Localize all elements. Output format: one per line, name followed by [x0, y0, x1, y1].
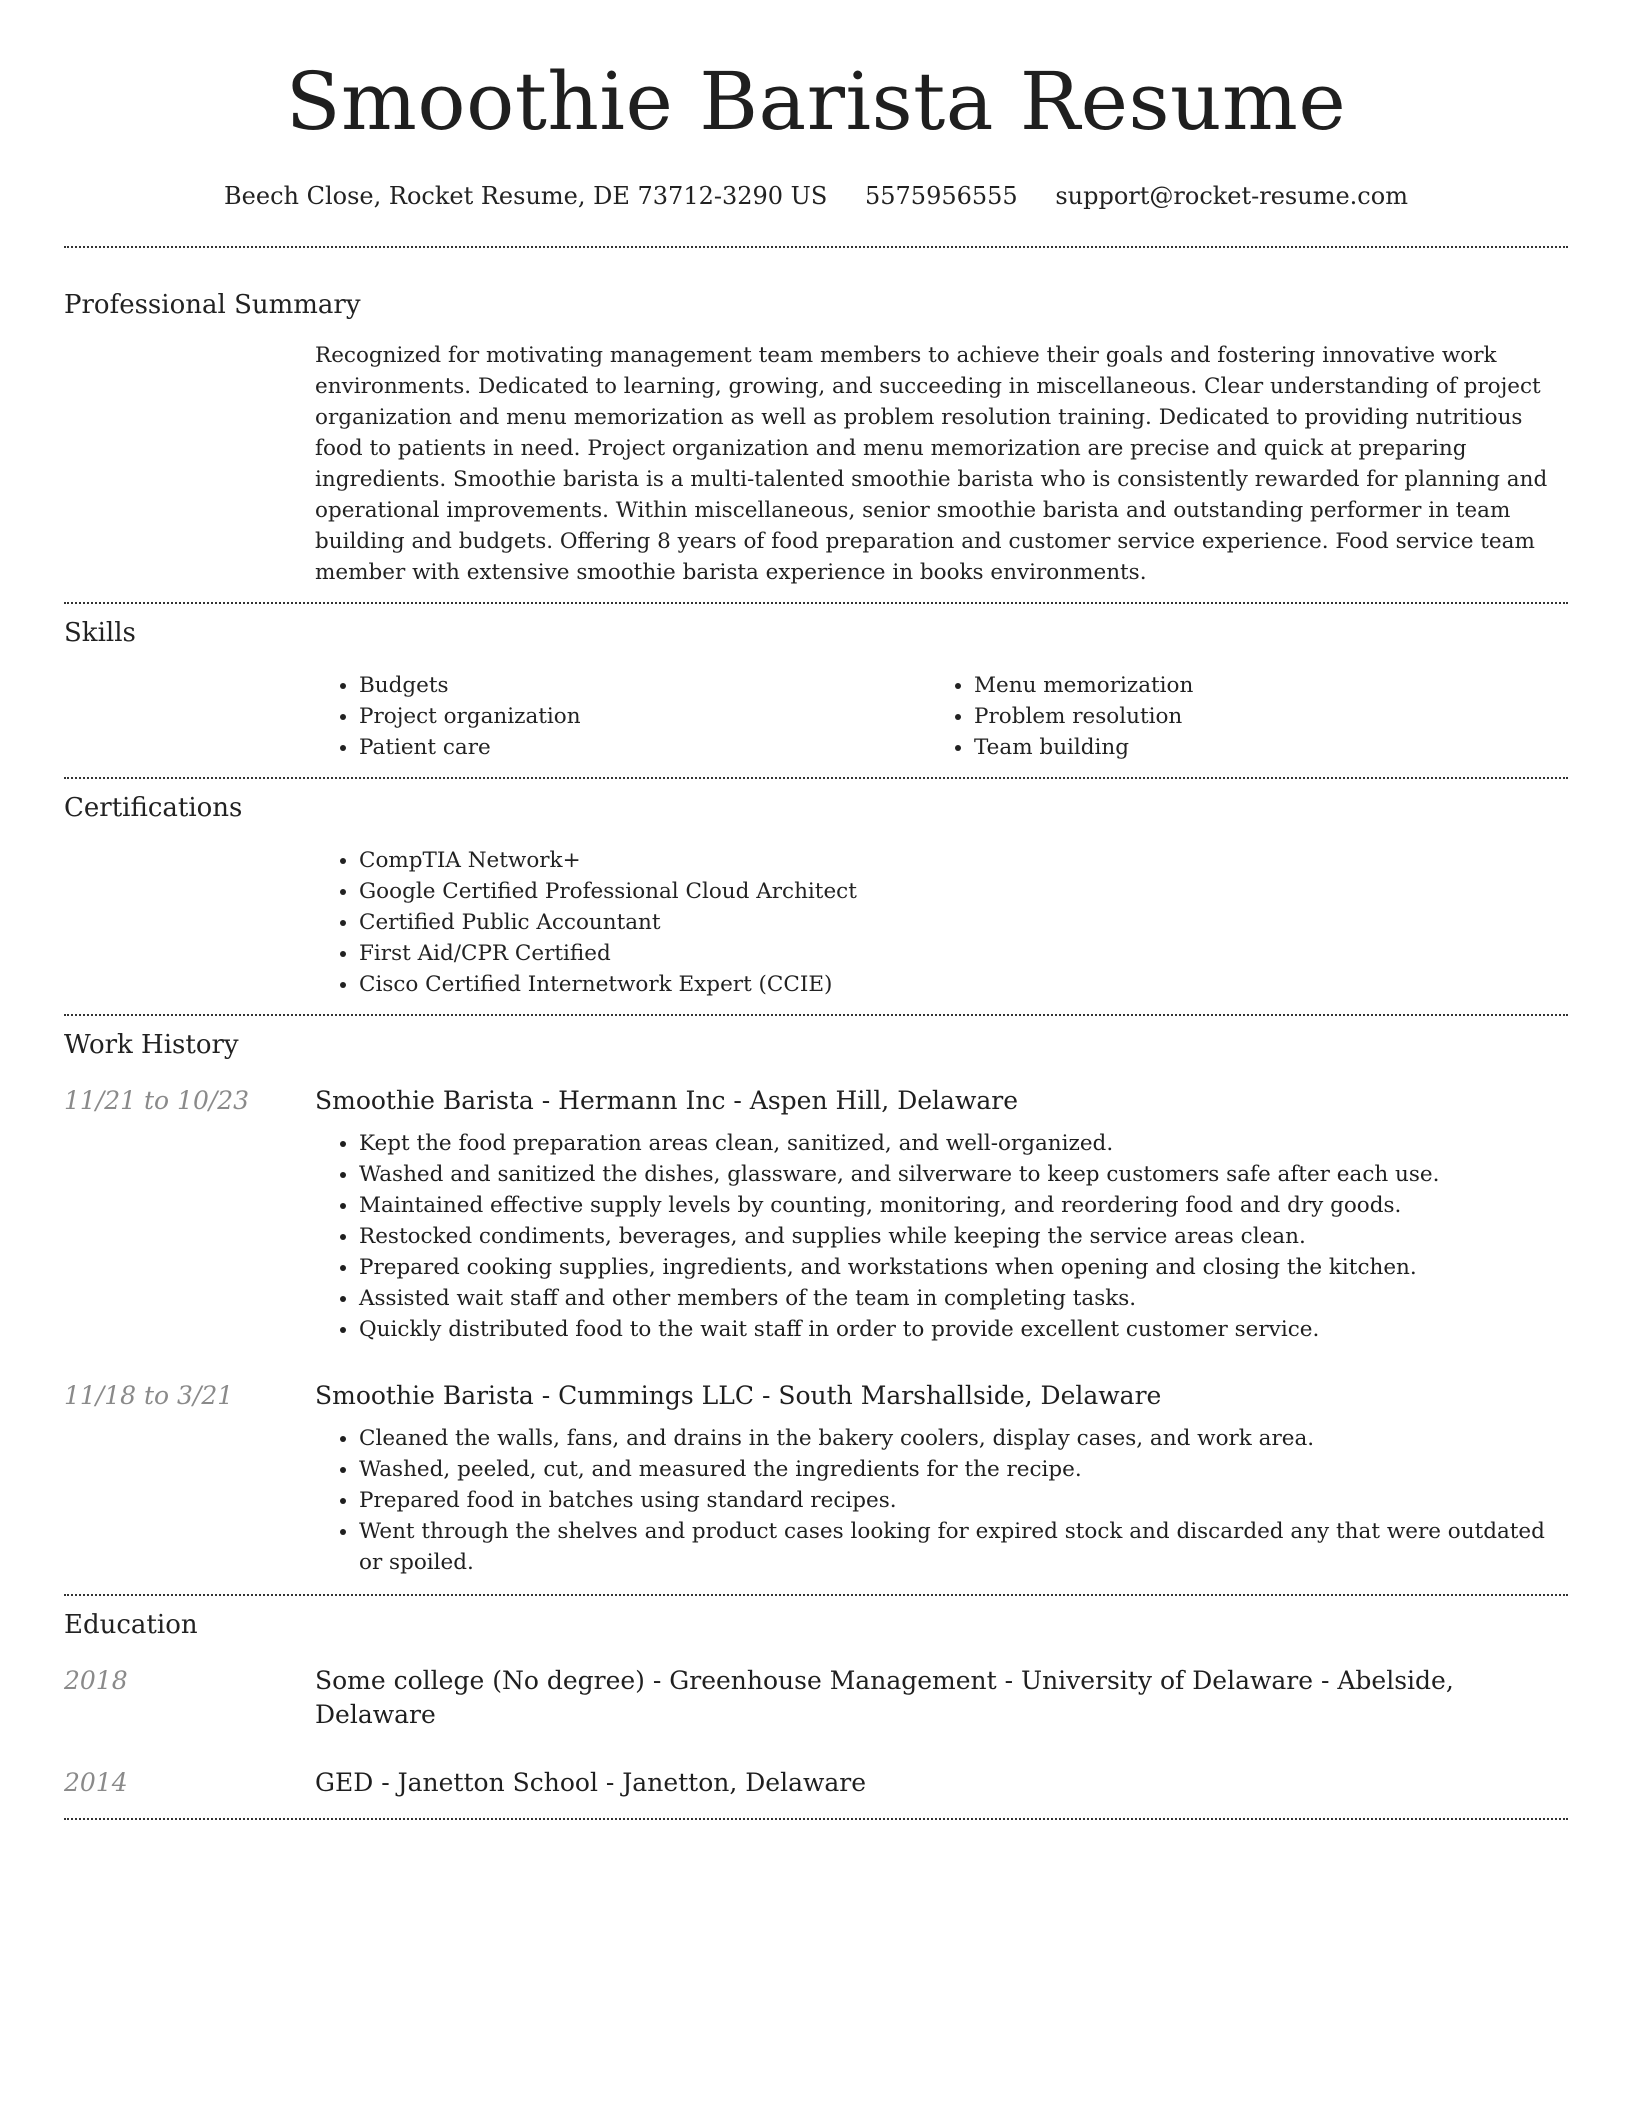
contact-line [64, 180, 1568, 212]
resume-header [64, 0, 1568, 212]
summary-content [315, 340, 1568, 602]
summary-heading: Professional Summary [64, 290, 361, 320]
skill-item: • Budgets [359, 670, 930, 701]
job-duty: • Quickly distributed food to the wait staff in order to provide excellent customer service. [359, 1314, 1568, 1345]
certification-item: • Cisco Certified Internetwork Expert (CCIE) [359, 969, 1568, 1000]
job-duties-list [315, 1128, 1568, 1345]
skills-column-right [930, 670, 1545, 763]
job-dates: 11/18 to 3/21 [64, 1381, 234, 1410]
certifications-heading: Certifications [64, 793, 243, 823]
education-year: 2018 [64, 1666, 128, 1695]
work-history-section [64, 1016, 1568, 1594]
certifications-list [315, 845, 1568, 1000]
contact-email: support@rocket-resume.com [1055, 182, 1408, 210]
job-title: Smoothie Barista - Hermann Inc - Aspen Hill, Delaware [315, 1086, 1018, 1115]
job-duty: • Assisted wait staff and other members of the team in completing tasks. [359, 1283, 1568, 1314]
certification-item: • First Aid/CPR Certified [359, 938, 1568, 969]
job-duty: • Washed, peeled, cut, and measured the ingredients for the recipe. [359, 1454, 1568, 1485]
job-duty: • Went through the shelves and product cases looking for expired stock and discarded any that were outdated or spoiled. [359, 1516, 1568, 1578]
job-entry [64, 1084, 1568, 1345]
education-section [64, 1596, 1568, 1818]
certification-item: • Certified Public Accountant [359, 907, 1568, 938]
job-duty: • Cleaned the walls, fans, and drains in the bakery coolers, display cases, and work area. [359, 1423, 1568, 1454]
section-divider [64, 1818, 1568, 1820]
job-duties-list [315, 1423, 1568, 1578]
work-history-heading: Work History [64, 1030, 239, 1060]
certification-item: • CompTIA Network+ [359, 845, 1568, 876]
skills-list-right [930, 670, 1545, 763]
skills-heading: Skills [64, 618, 136, 648]
skill-item: • Project organization [359, 701, 930, 732]
summary-section [64, 248, 1568, 602]
resume-name: Smoothie Barista Resume [285, 55, 1347, 148]
job-duty: • Prepared food in batches using standard recipes. [359, 1485, 1568, 1516]
contact-address: Beech Close, Rocket Resume, DE 73712-3290 US [224, 182, 828, 210]
job-duty: • Restocked condiments, beverages, and supplies while keeping the service areas clean. [359, 1221, 1568, 1252]
job-entry [64, 1379, 1568, 1594]
certifications-content [315, 845, 1568, 1014]
job-title: Smoothie Barista - Cummings LLC - South Marshallside, Delaware [315, 1381, 1162, 1410]
education-entry [64, 1766, 1568, 1818]
education-heading: Education [64, 1610, 198, 1640]
job-duty: • Washed and sanitized the dishes, glassware, and silverware to keep customers safe after each use. [359, 1159, 1568, 1190]
skills-list-left [315, 670, 930, 763]
job-duty: • Maintained effective supply levels by counting, monitoring, and reordering food and dry goods. [359, 1190, 1568, 1221]
job-duty: • Kept the food preparation areas clean, sanitized, and well-organized. [359, 1128, 1568, 1159]
skill-item: • Menu memorization [974, 670, 1545, 701]
job-duty: • Prepared cooking supplies, ingredients, and workstations when opening and closing the kitchen. [359, 1252, 1568, 1283]
contact-phone: 5575956555 [864, 182, 1018, 210]
skills-section [64, 604, 1568, 777]
education-title: GED - Janetton School - Janetton, Delaware [315, 1768, 867, 1797]
skills-column-left [315, 670, 930, 763]
skill-item: • Patient care [359, 732, 930, 763]
summary-text: Recognized for motivating management team members to achieve their goals and fostering innovative work environments. Dedicated to learning, growing, and succeeding in miscellaneous. Clear understanding of project organization and menu memorization as well as problem resolution training. Dedicated to providing nutritious food to patients in need. Project organization and menu memorization are precise and quick at preparing ingredients. Smoothie barista is a multi-talented smoothie barista who is consistently rewarded for planning and operational improvements. Within miscellaneous, senior smoothie barista and outstanding performer in team building and budgets. Offering 8 years of food preparation and customer service experience. Food service team member with extensive smoothie barista experience in books environments. [315, 343, 1548, 585]
certification-item: • Google Certified Professional Cloud Architect [359, 876, 1568, 907]
job-dates: 11/21 to 10/23 [64, 1086, 250, 1115]
education-entry [64, 1664, 1568, 1732]
education-year: 2014 [64, 1768, 128, 1797]
skill-item: • Team building [974, 732, 1545, 763]
skills-content [315, 670, 1568, 777]
skill-item: • Problem resolution [974, 701, 1545, 732]
education-title: Some college (No degree) - Greenhouse Management - University of Delaware - Abelside, Delaware [315, 1666, 1454, 1729]
certifications-section [64, 779, 1568, 1014]
